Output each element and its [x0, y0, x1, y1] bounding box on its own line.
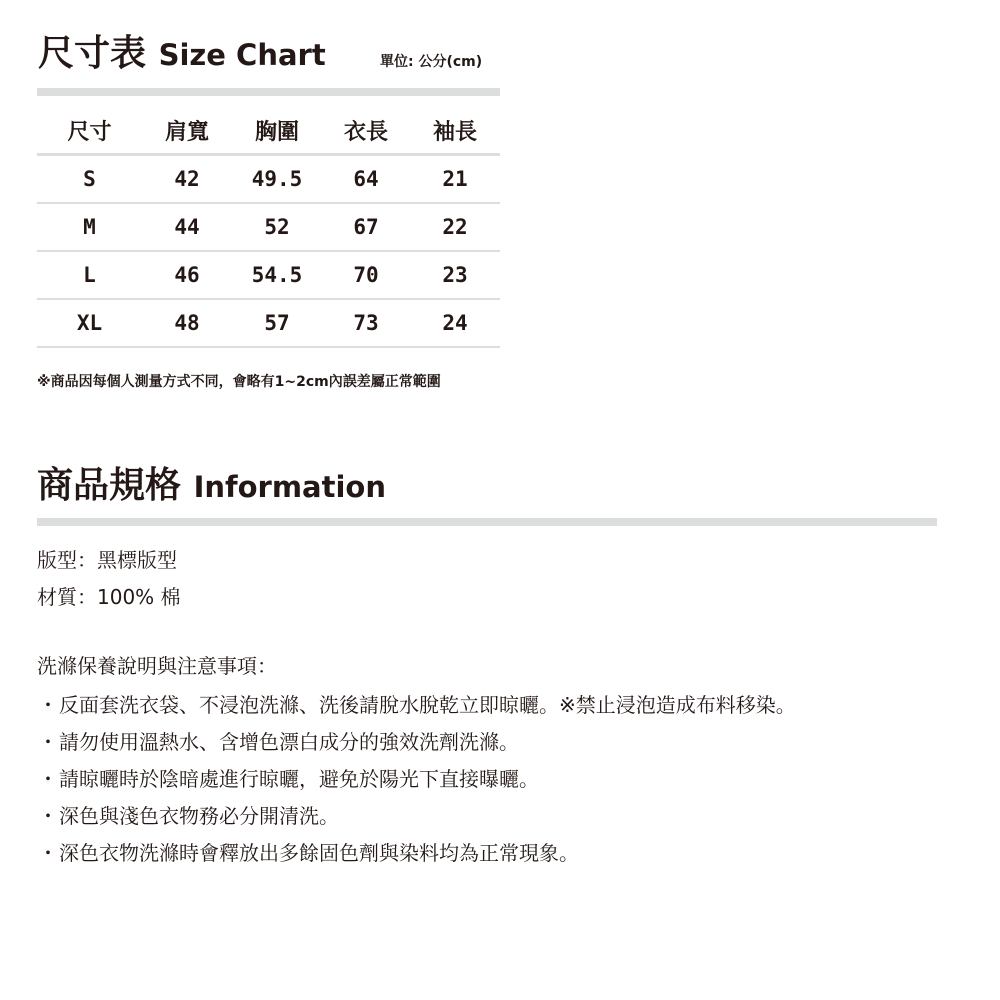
- care-instructions-title: 洗滌保養說明與注意事項：: [37, 654, 277, 678]
- bullet-mark: ・: [38, 730, 58, 754]
- size-chart-title-zh: 尺寸表: [38, 33, 147, 74]
- measurement-note: ※商品因每個人測量方式不同，會略有1~2cm內誤差屬正常範圍: [37, 374, 441, 390]
- shoulder-cell: 42: [142, 155, 232, 204]
- size-table-header-row: [37, 107, 500, 155]
- table-row: [37, 299, 500, 347]
- size-cell: L: [37, 251, 142, 299]
- list-item: [37, 802, 796, 839]
- length-cell: 64: [322, 155, 410, 204]
- information-title: [37, 462, 386, 511]
- size-table: [37, 107, 500, 348]
- table-row: [37, 203, 500, 251]
- care-item-text: 請晾曬時於陰暗處進行晾曬，避免於陽光下直接曝曬。: [59, 767, 539, 791]
- care-item-text: 深色與淺色衣物務必分開清洗。: [59, 804, 339, 828]
- care-instructions-list: [37, 691, 796, 876]
- sleeve-cell: 21: [410, 155, 500, 204]
- size-chart-title: [38, 30, 326, 79]
- sleeve-cell: 22: [410, 203, 500, 251]
- information-title-zh: 商品規格: [37, 465, 182, 506]
- care-item-text: 請勿使用溫熱水、含增色漂白成分的強效洗劑洗滌。: [59, 730, 519, 754]
- size-chart-title-en: Size Chart: [158, 38, 326, 72]
- chest-cell: 52: [232, 203, 322, 251]
- list-item: [37, 691, 796, 728]
- shoulder-cell: 44: [142, 203, 232, 251]
- chest-cell: 57: [232, 299, 322, 347]
- table-row: [37, 155, 500, 204]
- size-cell: XL: [37, 299, 142, 347]
- care-item-text: 反面套洗衣袋、不浸泡洗滌、洗後請脫水脫乾立即晾曬。※禁止浸泡造成布料移染。: [59, 693, 796, 717]
- length-cell: 67: [322, 203, 410, 251]
- sleeve-cell: 23: [410, 251, 500, 299]
- length-cell: 73: [322, 299, 410, 347]
- shoulder-cell: 46: [142, 251, 232, 299]
- material-spec: 材質：100% 棉: [37, 585, 181, 609]
- unit-label: 單位: 公分(cm): [380, 54, 483, 70]
- bullet-mark: ・: [38, 804, 58, 828]
- bullet-mark: ・: [38, 841, 58, 865]
- information-title-en: Information: [193, 470, 386, 504]
- size-cell: M: [37, 203, 142, 251]
- length-cell: 70: [322, 251, 410, 299]
- care-item-text: 深色衣物洗滌時會釋放出多餘固色劑與染料均為正常現象。: [59, 841, 579, 865]
- column-header-size: 尺寸: [37, 107, 142, 155]
- bullet-mark: ・: [38, 693, 58, 717]
- fit-spec: 版型：黑標版型: [37, 548, 177, 572]
- size-chart-divider: [37, 88, 500, 96]
- bullet-mark: ・: [38, 767, 58, 791]
- chest-cell: 49.5: [232, 155, 322, 204]
- column-header-shoulder: 肩寬: [142, 107, 232, 155]
- list-item: [37, 728, 796, 765]
- table-row: [37, 251, 500, 299]
- list-item: [37, 765, 796, 802]
- chest-cell: 54.5: [232, 251, 322, 299]
- information-divider: [37, 518, 937, 526]
- list-item: [37, 839, 796, 876]
- sleeve-cell: 24: [410, 299, 500, 347]
- column-header-chest: 胸圍: [232, 107, 322, 155]
- shoulder-cell: 48: [142, 299, 232, 347]
- column-header-length: 衣長: [322, 107, 410, 155]
- size-cell: S: [37, 155, 142, 204]
- column-header-sleeve: 袖長: [410, 107, 500, 155]
